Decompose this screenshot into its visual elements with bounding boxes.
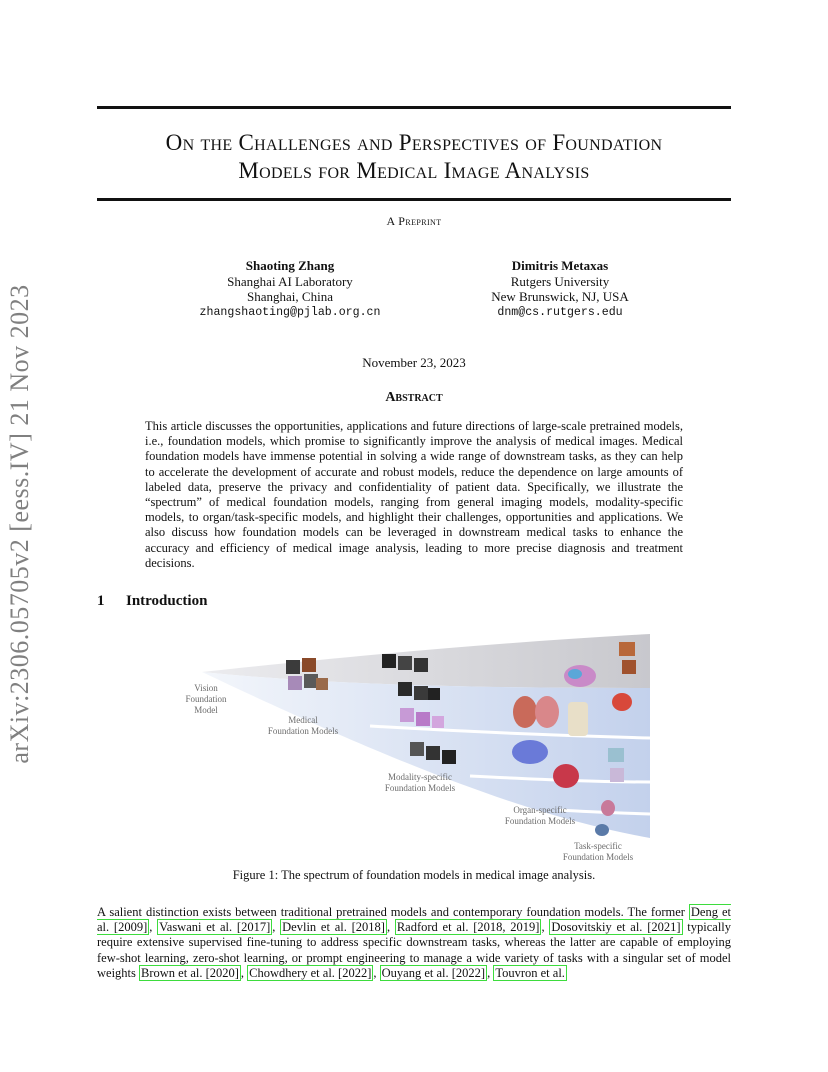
author-block-1 bbox=[195, 258, 385, 320]
author-location: New Brunswick, NJ, USA bbox=[491, 289, 629, 304]
citation-link[interactable]: Chowdhery et al. [2022] bbox=[249, 965, 372, 980]
arxiv-stamp-text: arXiv:2306.05705v2 [eess.IV] 21 Nov 2023 bbox=[5, 284, 34, 764]
abstract-heading: Abstract bbox=[385, 390, 443, 405]
citation-link[interactable]: Dosovitskiy et al. [2021] bbox=[551, 920, 681, 935]
label-task-specific-foundation-models: Task-specific Foundation Models bbox=[562, 841, 634, 862]
publication-date: November 23, 2023 bbox=[362, 355, 466, 370]
figure-1-spectrum-diagram bbox=[170, 630, 660, 865]
title-top-rule bbox=[97, 106, 731, 109]
author-email[interactable]: zhangshaoting@pjlab.org.cn bbox=[199, 305, 381, 319]
figure-1-caption: Figure 1: The spectrum of foundation models in medical image analysis. bbox=[232, 868, 596, 882]
label-medical-foundation-models: Medical Foundation Models bbox=[267, 715, 339, 736]
paper-title-line-2: Models for Medical Image Analysis bbox=[238, 158, 590, 183]
paper-title-line-1: On the Challenges and Perspectives of Foundation bbox=[165, 130, 663, 155]
abstract-text: This article discusses the opportunities, applications and future directions of large-scale pretrained models, i.e., foundation models, which promise to significantly improve the analysis of medical images. Medical foundation models have immense potential in solving a wide range of downstream tasks, as they can help to accelerate the development of accurate and robust models, reduce the dependence on large amounts of labeled data, preserve the privacy and confidentiality of patient data. Specifically, we illustrate the “spectrum” of medical foundation models, ranging from general imaging models, modality-specific models, to organ/task-specific models, and highlight their challenges, opportunities and applications. We also discuss how foundation models can be leveraged in downstream medical tasks to enhance the accuracy and efficiency of medical image analysis, leading to more precise diagnosis and treatment decisions. bbox=[145, 419, 683, 570]
section-heading bbox=[97, 593, 207, 610]
section-number: 1 bbox=[97, 593, 105, 609]
label-organ-specific-foundation-models: Organ-specific Foundation Models bbox=[504, 805, 576, 826]
author-block-2 bbox=[465, 258, 655, 320]
preprint-label: A Preprint bbox=[386, 214, 442, 228]
label-modality-specific-foundation-models: Modality-specific Foundation Models bbox=[384, 772, 456, 793]
citation-link[interactable]: Radford et al. [2018, 2019] bbox=[396, 920, 540, 935]
section-title: Introduction bbox=[126, 593, 208, 609]
intro-paragraph: A salient distinction exists between traditional pretrained models and contemporary foundation models. The former Deng et al. [2009] , Vaswani et al. [2017] , Devlin et al. [2018] , Radford et al. [2018, 2019] , Dosovitskiy et al. [2021] typically require extensive supervised fine-tuning to address specific downstream tasks, whereas the latter are capable of employing few-shot learning, zero-shot learning, or prompt engineering to manage a wide variety of tasks with a singular set of model weights Brown et al. [2020] , Chowdhery et al. [2022] , Ouyang et al. [2022] , Touvron et al. bbox=[97, 905, 732, 980]
citation-link[interactable]: Vaswani et al. [2017] bbox=[159, 920, 271, 935]
label-vision-foundation-model: Vision Foundation Model bbox=[185, 683, 227, 715]
citation-link[interactable]: Touvron et al. bbox=[495, 965, 565, 980]
citation-link[interactable]: Deng et al. [2009] bbox=[97, 905, 731, 935]
citation-link[interactable]: Brown et al. [2020] bbox=[141, 965, 239, 980]
author-name: Dimitris Metaxas bbox=[511, 258, 609, 273]
author-location: Shanghai, China bbox=[247, 289, 333, 304]
author-email[interactable]: dnm@cs.rutgers.edu bbox=[497, 305, 623, 319]
citation-link[interactable]: Devlin et al. [2018] bbox=[282, 920, 385, 935]
author-name: Shaoting Zhang bbox=[245, 258, 335, 273]
citation-link[interactable]: Ouyang et al. [2022] bbox=[381, 965, 486, 980]
title-bottom-rule bbox=[97, 198, 731, 201]
author-affiliation: Shanghai AI Laboratory bbox=[227, 273, 353, 289]
author-affiliation: Rutgers University bbox=[510, 273, 610, 289]
